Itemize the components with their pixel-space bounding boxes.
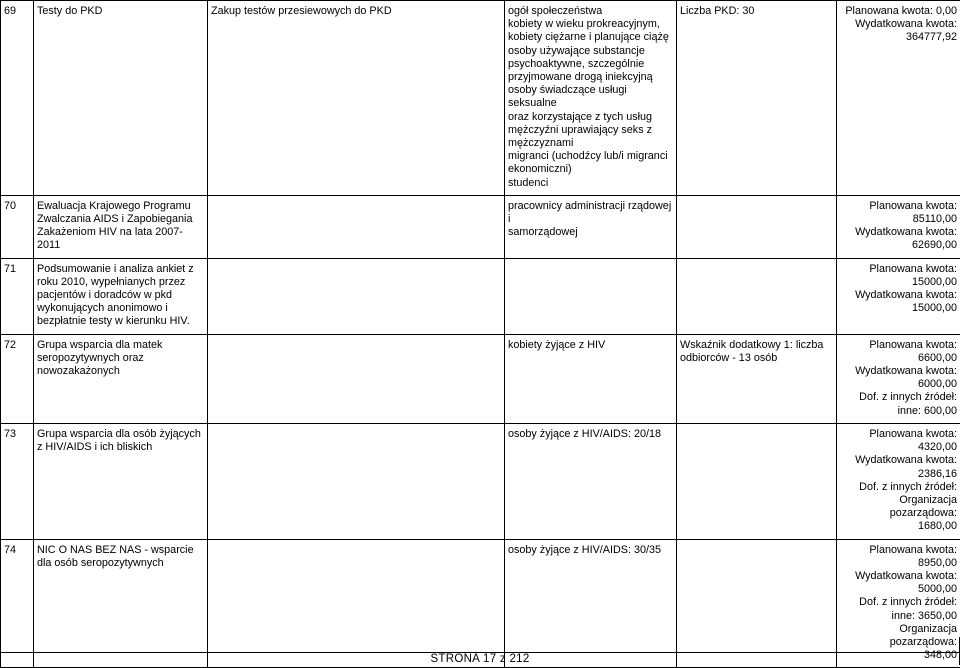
budget-line: 62690,00 (840, 239, 957, 252)
task-action: Zakup testów przesiewowych do PKD (208, 1, 505, 196)
budget-line: Planowana kwota: (840, 263, 957, 276)
budget-line: 6000,00 (840, 378, 957, 391)
task-action (208, 258, 505, 334)
task-name: Testy do PKD (34, 1, 208, 196)
budget-line: 364777,92 (840, 31, 957, 44)
task-action (208, 539, 505, 668)
budget-line: Planowana kwota: 6600,00 (840, 339, 957, 365)
task-name: Podsumowanie i analiza ankiet z roku 2010, wypełnianych przez pacjentów i doradców w pkd wykonujących anonimowo i bezpłatnie testy w kierunku HIV. (34, 258, 208, 334)
target-group-line: ogół społeczeństwa (508, 5, 673, 18)
task-name: Grupa wsparcia dla matek seropozytywnych oraz nowozakażonych (34, 334, 208, 423)
target-group (505, 1, 677, 196)
indicator: Liczba PKD: 30 (677, 1, 837, 196)
budget-line: Dof. z innych źródeł: (840, 391, 957, 404)
budget-line: Planowana kwota: (840, 200, 957, 213)
budget-line: 85110,00 (840, 213, 957, 226)
target-group-line: kobiety żyjące z HIV (508, 339, 673, 352)
target-group-line: przyjmowane drogą iniekcyjną (508, 71, 673, 84)
target-group-line: migranci (uchodźcy lub/i migranci (508, 150, 673, 163)
target-group-line: osoby świadczące usługi seksualne (508, 84, 673, 110)
budget (837, 539, 960, 668)
budget-line: 348,00 (840, 649, 957, 662)
budget-line: Organizacja pozarządowa: (840, 494, 957, 520)
table-row (1, 258, 960, 334)
table-row (1, 195, 960, 258)
budget-line: 15000,00 (840, 302, 957, 315)
page-footer (0, 652, 960, 665)
target-group-line: psychoaktywne, szczególnie (508, 58, 673, 71)
row-number: 72 (1, 334, 34, 423)
target-group-line: pracownicy administracji rządowej i (508, 200, 673, 226)
budget (837, 195, 960, 258)
budget-line: Organizacja pozarządowa: (840, 623, 957, 649)
target-group-line: samorządowej (508, 226, 673, 239)
budget-line: Planowana kwota: 8950,00 (840, 544, 957, 570)
budget-line: Wydatkowana kwota: (840, 226, 957, 239)
target-group-line: mężczyźni uprawiający seks z (508, 124, 673, 137)
row-number: 70 (1, 195, 34, 258)
budget-line: 2386,16 (840, 468, 957, 481)
task-action (208, 334, 505, 423)
budget (837, 1, 960, 196)
budget (837, 334, 960, 423)
table-row (1, 423, 960, 539)
task-name: Ewaluacja Krajowego Programu Zwalczania AIDS i Zapobiegania Zakażeniom HIV na lata 2007-2011 (34, 195, 208, 258)
budget-line: Wydatkowana kwota: (840, 289, 957, 302)
budget (837, 423, 960, 539)
budget-line: Wydatkowana kwota: (840, 18, 957, 31)
budget-line: inne: 3650,00 (840, 610, 957, 623)
budget-line: 1680,00 (840, 520, 957, 533)
task-action (208, 195, 505, 258)
table-row (1, 539, 960, 668)
budget-line: Wydatkowana kwota: (840, 365, 957, 378)
target-group-line: ekonomiczni) (508, 163, 673, 176)
target-group-line: osoby używające substancje (508, 45, 673, 58)
target-group (505, 334, 677, 423)
indicator (677, 195, 837, 258)
page-number: STRONA 17 z 212 (0, 653, 960, 665)
budget-line: 15000,00 (840, 276, 957, 289)
budget-line: Dof. z innych źródeł: (840, 481, 957, 494)
target-group (505, 258, 677, 334)
budget-line: Dof. z innych źródeł: (840, 596, 957, 609)
target-group-line: kobiety w wieku prokreacyjnym, (508, 18, 673, 31)
target-group (505, 539, 677, 668)
target-group-line: oraz korzystające z tych usług (508, 111, 673, 124)
indicator: Wskaźnik dodatkowy 1: liczba odbiorców - 13 osób (677, 334, 837, 423)
table-row (1, 334, 960, 423)
task-name: NIC O NAS BEZ NAS - wsparcie dla osób seropozytywnych (34, 539, 208, 668)
indicator (677, 258, 837, 334)
target-group (505, 423, 677, 539)
budget-line: inne: 600,00 (840, 405, 957, 418)
budget (837, 258, 960, 334)
row-number: 73 (1, 423, 34, 539)
target-group-line: osoby żyjące z HIV/AIDS: 30/35 (508, 544, 673, 557)
task-name: Grupa wsparcia dla osób żyjących z HIV/AIDS i ich bliskich (34, 423, 208, 539)
target-group (505, 195, 677, 258)
target-group-line: mężczyznami (508, 137, 673, 150)
budget-line: Planowana kwota: 0,00 (840, 5, 957, 18)
row-number: 69 (1, 1, 34, 196)
target-group-line: kobiety ciężarne i planujące ciążę (508, 31, 673, 44)
budget-line: 5000,00 (840, 583, 957, 596)
budget-line: Planowana kwota: 4320,00 (840, 428, 957, 454)
table-row (1, 1, 960, 196)
budget-line: Wydatkowana kwota: (840, 454, 957, 467)
target-group-line: studenci (508, 177, 673, 190)
target-group-line: osoby żyjące z HIV/AIDS: 20/18 (508, 428, 673, 441)
row-number: 71 (1, 258, 34, 334)
indicator (677, 539, 837, 668)
task-action (208, 423, 505, 539)
budget-line: Wydatkowana kwota: (840, 570, 957, 583)
indicator (677, 423, 837, 539)
row-number: 74 (1, 539, 34, 668)
